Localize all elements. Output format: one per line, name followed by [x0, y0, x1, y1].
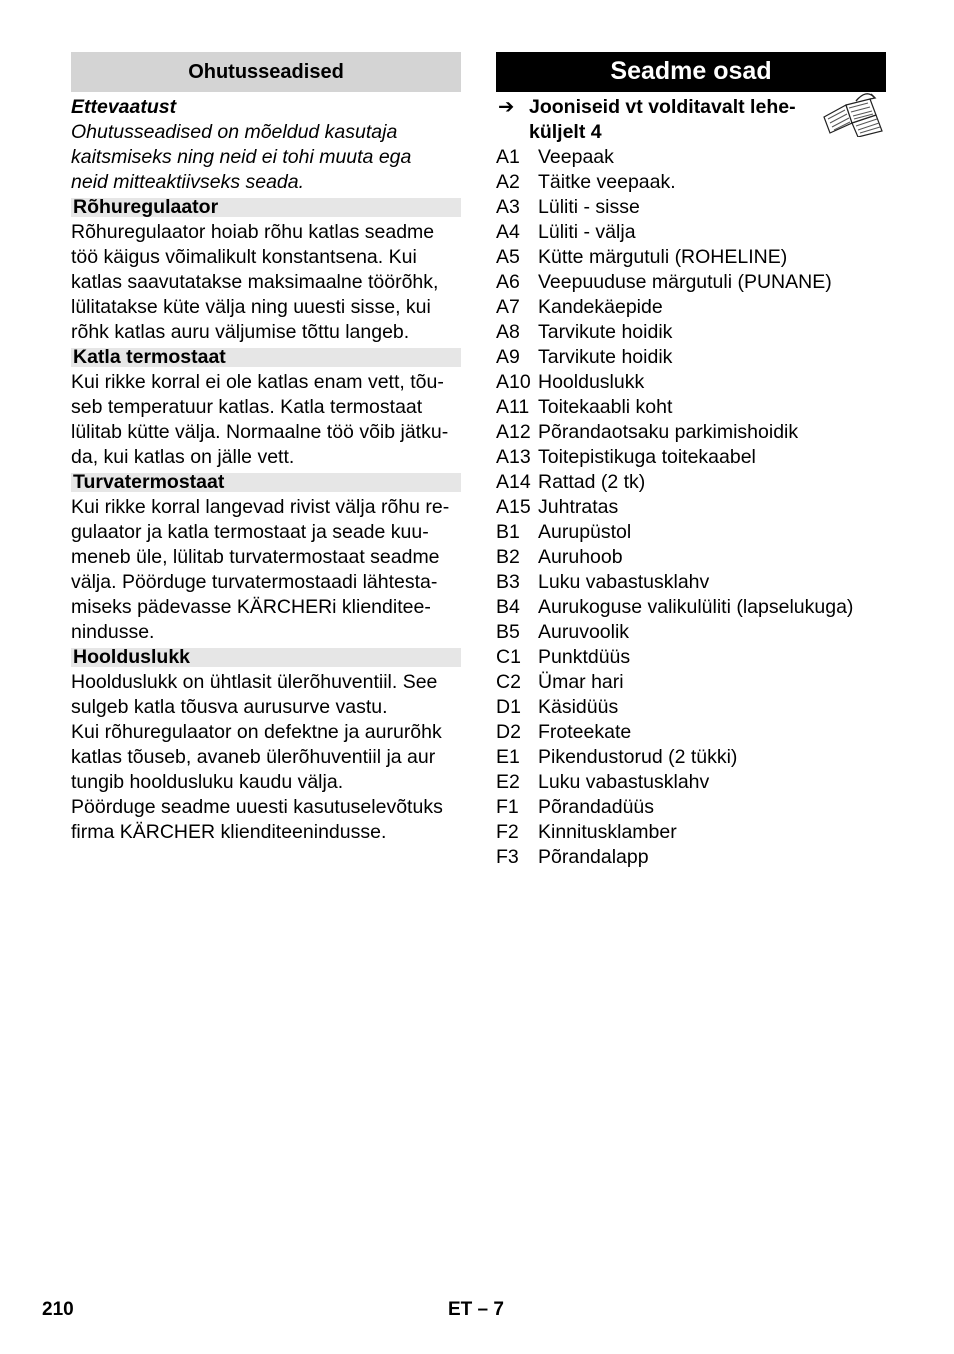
- text-line: da, kui katlas on jälle vett.: [71, 446, 295, 468]
- part-code: A10: [496, 371, 531, 393]
- text-line: lülitatakse küte välja ning uuesti sisse, kui: [71, 296, 431, 318]
- safety-devices-heading: Ohutusseadised: [71, 52, 461, 92]
- text-line: katlas tõuseb, avaneb ülerõhuventiil ja aur: [71, 746, 436, 768]
- right-column: [496, 52, 886, 870]
- part-code: D2: [496, 721, 521, 743]
- part-name: Froteekate: [538, 721, 632, 743]
- list-item: [496, 270, 886, 295]
- section-text: [71, 670, 461, 845]
- part-name: Juhtratas: [538, 496, 619, 518]
- list-item: [496, 695, 886, 720]
- part-code: D1: [496, 696, 521, 718]
- text-line: tungib hooldusluku kaudu välja.: [71, 771, 344, 793]
- list-item: [496, 195, 886, 220]
- text-line: välja. Pöörduge turvatermostaadi lähtesta-: [71, 571, 438, 593]
- part-code: A9: [496, 346, 520, 368]
- text-line: küljelt 4: [529, 121, 602, 143]
- text-line: kaitsmiseks ning neid ei tohi muuta ega: [71, 146, 412, 168]
- section-service-lock: [71, 648, 461, 845]
- section-title: Hoolduslukk: [71, 648, 461, 667]
- part-code: A11: [496, 396, 530, 418]
- list-item: [496, 570, 886, 595]
- list-item: [496, 370, 886, 395]
- part-name: Auruhoob: [538, 546, 623, 568]
- parts-list: [496, 145, 886, 870]
- list-item: [496, 795, 886, 820]
- list-item: [496, 345, 886, 370]
- part-code: A14: [496, 471, 531, 493]
- list-item: [496, 670, 886, 695]
- part-code: B1: [496, 521, 520, 543]
- part-name: Käsidüüs: [538, 696, 619, 718]
- part-name: Põrandaotsaku parkimishoidik: [538, 421, 799, 443]
- text-line: Kui rikke korral langevad rivist välja rõhu re-: [71, 496, 450, 518]
- part-code: A13: [496, 446, 531, 468]
- device-parts-heading: Seadme osad: [496, 52, 886, 92]
- part-code: A12: [496, 421, 531, 443]
- list-item: [496, 720, 886, 745]
- part-code: A6: [496, 271, 520, 293]
- part-code: F3: [496, 846, 519, 868]
- list-item: [496, 420, 886, 445]
- part-name: Kütte märgutuli (ROHELINE): [538, 246, 788, 268]
- part-name: Täitke veepaak.: [538, 171, 676, 193]
- part-name: Tarvikute hoidik: [538, 321, 673, 343]
- list-item: [496, 645, 886, 670]
- figure-reference: [496, 95, 886, 145]
- list-item: [496, 845, 886, 870]
- part-name: Ümar hari: [538, 671, 624, 693]
- part-code: A5: [496, 246, 520, 268]
- language-page-label: ET – 7: [448, 1299, 504, 1320]
- list-item: [496, 170, 886, 195]
- left-column: [71, 52, 461, 845]
- part-code: A1: [496, 146, 520, 168]
- part-code: C2: [496, 671, 521, 693]
- part-code: A3: [496, 196, 520, 218]
- part-code: B5: [496, 621, 520, 643]
- text-line: sulgeb katla tõusva aurusurve vastu.: [71, 696, 388, 718]
- list-item: [496, 745, 886, 770]
- text-line: seb temperatuur katlas. Katla termostaat: [71, 396, 423, 418]
- text-line: firma KÄRCHER klienditeenindusse.: [71, 821, 387, 843]
- part-name: Luku vabastusklahv: [538, 571, 710, 593]
- part-name: Auruvoolik: [538, 621, 630, 643]
- text-line: Kui rõhuregulaator on defektne ja aururõhk: [71, 721, 442, 743]
- arrow-right-icon: ➔: [498, 96, 515, 118]
- figure-reference-text: [529, 95, 809, 145]
- text-line: lülitab kütte välja. Normaalne töö võib jätku-: [71, 421, 449, 443]
- section-title: Turvatermostaat: [71, 473, 461, 492]
- part-code: A7: [496, 296, 520, 318]
- text-line: miseks pädevasse KÄRCHERi klienditee-: [71, 596, 431, 618]
- part-name: Veepuuduse märgutuli (PUNANE): [538, 271, 832, 293]
- part-name: Põrandalapp: [538, 846, 649, 868]
- section-title: Katla termostaat: [71, 348, 461, 367]
- list-item: [496, 545, 886, 570]
- list-item: [496, 220, 886, 245]
- part-name: Pikendustorud (2 tükki): [538, 746, 738, 768]
- text-line: katlas saavutatakse maksimaalne töörõhk,: [71, 271, 439, 293]
- section-text: [71, 495, 461, 645]
- list-item: [496, 520, 886, 545]
- section-text: [71, 370, 461, 470]
- part-code: A4: [496, 221, 520, 243]
- text-line: rõhk katlas auru väljumise tõttu langeb.: [71, 321, 410, 343]
- section-boiler-thermostat: [71, 348, 461, 470]
- list-item: [496, 295, 886, 320]
- part-code: F1: [496, 796, 519, 818]
- text-line: nindusse.: [71, 621, 155, 643]
- list-item: [496, 770, 886, 795]
- text-line: Kui rikke korral ei ole katlas enam vett, tõu-: [71, 371, 444, 393]
- part-name: Aurukoguse valikulüliti (lapselukuga): [538, 596, 854, 618]
- text-line: Pöörduge seadme uuesti kasutuselevõtuks: [71, 796, 443, 818]
- text-line: Rõhuregulaator hoiab rõhu katlas seadme: [71, 221, 435, 243]
- part-name: Kinnitusklamber: [538, 821, 677, 843]
- part-name: Toitepistikuga toitekaabel: [538, 446, 756, 468]
- text-line: töö käigus võimalikult konstantsena. Kui: [71, 246, 417, 268]
- part-code: A8: [496, 321, 520, 343]
- text-line: meneb üle, lülitab turvatermostaat seadme: [71, 546, 440, 568]
- list-item: [496, 620, 886, 645]
- part-name: Põrandadüüs: [538, 796, 655, 818]
- section-text: [71, 220, 461, 345]
- page-number: 210: [42, 1299, 74, 1320]
- part-code: B3: [496, 571, 520, 593]
- part-code: F2: [496, 821, 519, 843]
- warning-text: [71, 120, 461, 195]
- section-safety-thermostat: [71, 473, 461, 645]
- part-name: Hoolduslukk: [538, 371, 645, 393]
- part-name: Luku vabastusklahv: [538, 771, 710, 793]
- part-code: B4: [496, 596, 520, 618]
- list-item: [496, 820, 886, 845]
- warning-title: Ettevaatust: [71, 96, 177, 118]
- section-title: Rõhuregulaator: [71, 198, 461, 217]
- fold-out-book-icon: [816, 91, 886, 137]
- part-name: Aurupüstol: [538, 521, 632, 543]
- list-item: [496, 595, 886, 620]
- part-code: C1: [496, 646, 521, 668]
- part-name: Kandekäepide: [538, 296, 663, 318]
- list-item: [496, 145, 886, 170]
- list-item: [496, 320, 886, 345]
- part-name: Toitekaabli koht: [538, 396, 673, 418]
- text-line: gulaator ja katla termostaat ja seade kuu-: [71, 521, 429, 543]
- part-name: Veepaak: [538, 146, 614, 168]
- part-code: B2: [496, 546, 520, 568]
- section-pressure-regulator: [71, 198, 461, 345]
- text-line: neid mitteaktiivseks seada.: [71, 171, 305, 193]
- list-item: [496, 495, 886, 520]
- part-code: E1: [496, 746, 520, 768]
- part-name: Tarvikute hoidik: [538, 346, 673, 368]
- part-name: Rattad (2 tk): [538, 471, 646, 493]
- part-name: Lüliti - sisse: [538, 196, 640, 218]
- list-item: [496, 445, 886, 470]
- list-item: [496, 395, 886, 420]
- text-line: Jooniseid vt volditavalt lehe-: [529, 96, 796, 118]
- part-name: Lüliti - välja: [538, 221, 636, 243]
- text-line: Hoolduslukk on ühtlasit ülerõhuventiil. See: [71, 671, 438, 693]
- list-item: [496, 470, 886, 495]
- part-name: Punktdüüs: [538, 646, 631, 668]
- text-line: Ohutusseadised on mõeldud kasutaja: [71, 121, 398, 143]
- part-code: A2: [496, 171, 520, 193]
- list-item: [496, 245, 886, 270]
- part-code: E2: [496, 771, 520, 793]
- part-code: A15: [496, 496, 531, 518]
